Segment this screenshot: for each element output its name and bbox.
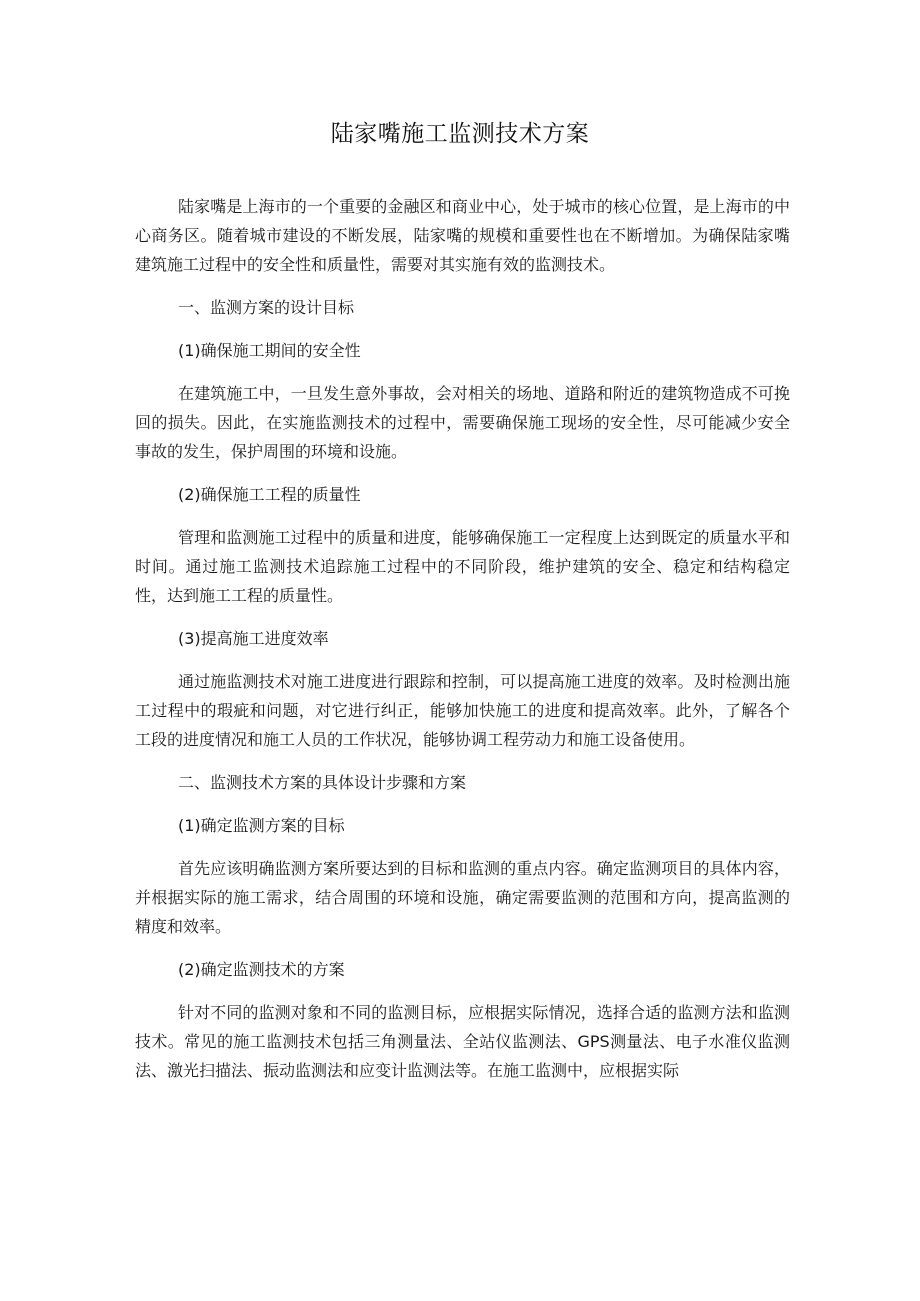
document-title: 陆家嘴施工监测技术方案 xyxy=(330,121,590,147)
subheading-quality: (2)确保施工工程的质量性 xyxy=(178,485,361,504)
paragraph-quality: 管理和监测施工过程中的质量和进度，能够确保施工一定程度上达到既定的质量水平和时间。通过施工监测技术追踪施工过程中的不同阶段，维护建筑的安全、稳定和结构稳定性，达到施工工程的质量性。 xyxy=(135,528,790,605)
paragraph-safety: 在建筑施工中，一旦发生意外事故，会对相关的场地、道路和附近的建筑物造成不可挽回的损失。因此，在实施监测技术的过程中，需要确保施工现场的安全性，尽可能减少安全事故的发生，保护周围的环境和设施。 xyxy=(135,384,790,461)
subheading-safety: (1)确保施工期间的安全性 xyxy=(178,341,361,360)
paragraph-intro: 陆家嘴是上海市的一个重要的金融区和商业中心，处于城市的核心位置，是上海市的中心商务区。随着城市建设的不断发展，陆家嘴的规模和重要性也在不断增加。为确保陆家嘴建筑施工过程中的安全性和质量性，需要对其实施有效的监测技术。 xyxy=(135,197,790,274)
subheading-monitoring-technique: (2)确定监测技术的方案 xyxy=(178,960,345,979)
section-heading-design-goals: 一、监测方案的设计目标 xyxy=(178,298,355,317)
paragraph-monitoring-technique: 针对不同的监测对象和不同的监测目标，应根据实际情况，选择合适的监测方法和监测技术。常见的施工监测技术包括三角测量法、全站仪监测法、GPS测量法、电子水准仪监测法、激光扫描法、振动监测法和应变计监测法等。在施工监测中，应根据实际 xyxy=(135,1003,790,1080)
section-heading-design-steps: 二、监测技术方案的具体设计步骤和方案 xyxy=(178,773,467,792)
subheading-monitoring-goals: (1)确定监测方案的目标 xyxy=(178,816,345,835)
document-body xyxy=(135,192,790,1099)
subheading-efficiency: (3)提高施工进度效率 xyxy=(178,629,329,648)
paragraph-efficiency: 通过施监测技术对施工进度进行跟踪和控制，可以提高施工进度的效率。及时检测出施工过程中的瑕疵和问题，对它进行纠正，能够加快施工的进度和提高效率。此外，了解各个工段的进度情况和施工人员的工作状况，能够协调工程劳动力和施工设备使用。 xyxy=(135,672,790,749)
paragraph-monitoring-goals: 首先应该明确监测方案所要达到的目标和监测的重点内容。确定监测项目的具体内容，并根据实际的施工需求，结合周围的环境和设施，确定需要监测的范围和方向，提高监测的精度和效率。 xyxy=(135,859,790,936)
